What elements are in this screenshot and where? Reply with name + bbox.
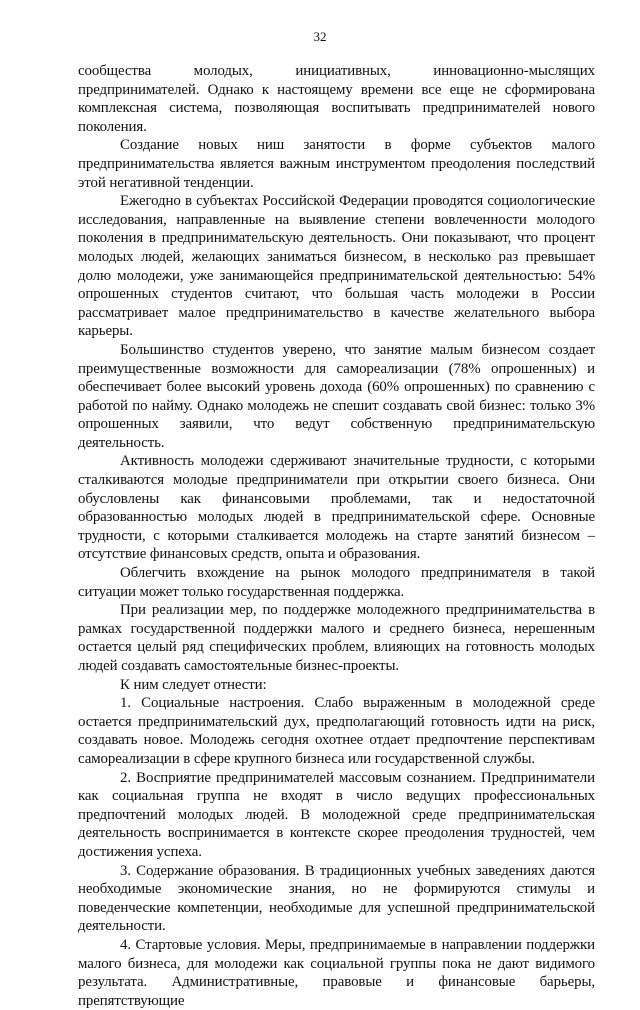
paragraph: Ежегодно в субъектах Российской Федерации проводятся социологические исследования, направленные на выявление степени вовлеченности молодого поколения в предпринимательскую деятельность. Они показывают, что процент молодых людей, желающих заниматься бизнесом, в несколько раз превышает долю молодежи, уже занимающейся предпринимательской деятельностью: 54% опрошенных студентов считают, что большая часть молодежи в России рассматривает малое предпринимательство в качестве желательного выбора карьеры. [78, 193, 595, 340]
paragraph-continuation: сообщества молодых, инициативных, инновационно-мыслящих предпринимателей. Однако к настоящему времени все еще не сформирована комплексная система, позволяющая воспитывать предпринимателей нового поколения. [78, 63, 595, 135]
document-body [78, 62, 595, 1010]
list-item-paragraph: 1. Социальные настроения. Слабо выраженным в молодежной среде остается предпринимательский дух, предполагающий готовность идти на риск, создавать новое. Молодежь сегодня охотнее отдает предпочтение перспективам самореализации в сфере крупного бизнеса или государственной службы. [78, 695, 595, 767]
paragraph: При реализации мер, по поддержке молодежного предпринимательства в рамках государственной поддержки малого и среднего бизнеса, нерешенным остается целый ряд специфических проблем, влияющих на готовность молодых людей создавать самостоятельные бизнес-проекты. [78, 602, 595, 674]
paragraph: Создание новых ниш занятости в форме субъектов малого предпринимательства является важным инструментом преодоления последствий этой негативной тенденции. [78, 137, 595, 191]
paragraph: Большинство студентов уверено, что занятие малым бизнесом создает преимущественные возможности для самореализации (78% опрошенных) и обеспечивает более высокий уровень дохода (60% опрошенных) по сравнению с работой по найму. Однако молодежь не спешит создавать свой бизнес: только 3% опрошенных заявили, что ведут собственную предпринимательскую деятельность. [78, 341, 595, 451]
page-number: 32 [313, 29, 327, 44]
paragraph: Облегчить вхождение на рынок молодого предпринимателя в такой ситуации может только государственная поддержка. [78, 565, 595, 600]
list-item-paragraph: 4. Стартовые условия. Меры, предпринимаемые в направлении поддержки малого бизнеса, для молодежи как социальной группы пока не дают видимого результата. Административные, правовые и финансовые барьеры, препятствующие [78, 936, 595, 1009]
paragraph: Активность молодежи сдерживают значительные трудности, с которыми сталкиваются молодые предприниматели при открытии своего бизнеса. Они обусловлены как финансовыми проблемами, так и недостаточной образованностью молодых людей в предпринимательской сфере. Основные трудности, с которыми сталкивается молодежь на старте занятий бизнесом – отсутствие финансовых средств, опыта и образования. [78, 453, 595, 563]
paragraph: К ним следует отнести: [120, 676, 267, 693]
list-item-paragraph: 2. Восприятие предпринимателей массовым сознанием. Предприниматели как социальная группа не входят в число ведущих профессиональных предпочтений молодых людей. В молодежной среде предпринимательская деятельность воспринимается в контексте скорее преодоления трудностей, чем достижения успеха. [78, 769, 595, 860]
list-item-paragraph: 3. Содержание образования. В традиционных учебных заведениях даются необходимые экономические знания, но не формируются стимулы и поведенческие компетенции, необходимые для успешной предпринимательской деятельности. [78, 862, 595, 935]
